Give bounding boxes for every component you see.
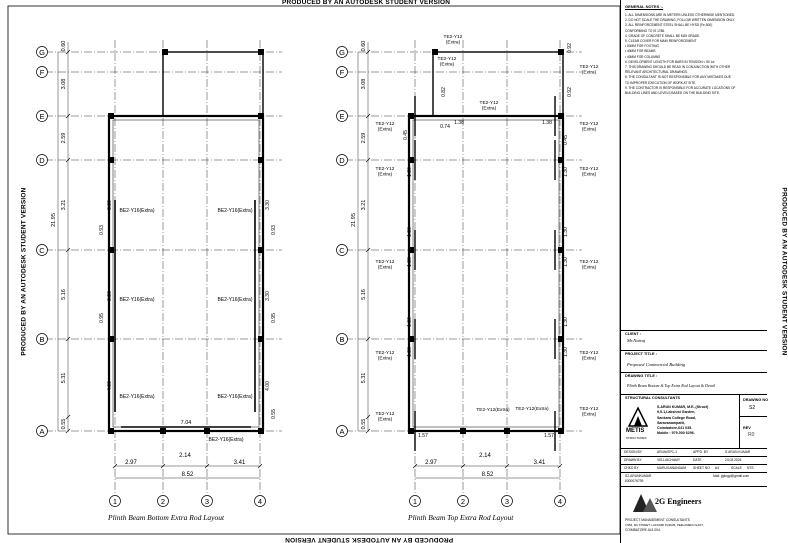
column xyxy=(258,336,264,342)
dim-top: 1.30 xyxy=(407,257,413,267)
rebar-label: TE2-Y12 xyxy=(479,101,499,106)
plan-left-title: Plinth Beam Bottom Extra Rod Layout xyxy=(108,513,225,522)
grid-label-A: A xyxy=(39,426,45,436)
beam-inner xyxy=(413,120,559,427)
note-line: • 40MM FOR BEAMS xyxy=(625,49,656,54)
consultant-line: Coimbatore-641 035. xyxy=(657,426,693,431)
client-label: CLIENT : xyxy=(625,332,642,336)
client-value: Mr.Natraj xyxy=(627,338,646,343)
plan-top-extra-rod xyxy=(337,34,599,507)
engineers-line-2: 7/456, 6th STREET, LAKSHMI PURAM, PEELAMEDU EAST, xyxy=(625,523,704,527)
rebar-label: (Extra) xyxy=(377,417,393,423)
rebar-label: TE2-Y12(Extra) xyxy=(515,407,549,412)
column xyxy=(258,113,264,119)
info-cell: DESIGN BY xyxy=(624,450,642,454)
rebar-label: TE2-Y12 xyxy=(579,351,599,356)
info-cell: VELLAICHAMY xyxy=(657,458,681,462)
dim-bottom: 2.14 xyxy=(179,453,191,459)
column xyxy=(408,113,414,119)
dim-bottom: 3.41 xyxy=(533,460,546,466)
note-line: 2. DO NOT SCALE THE DRAWING, FOLLOW WRITTEN DIMENSION ONLY. xyxy=(625,18,735,23)
column xyxy=(408,157,414,163)
column xyxy=(258,247,264,253)
column xyxy=(558,157,564,163)
dim-col: 4.00 xyxy=(107,381,113,391)
drawing-info-table xyxy=(621,448,767,472)
column xyxy=(408,428,414,434)
rebar-label: (Extra) xyxy=(377,127,393,133)
rev-label: REV xyxy=(743,426,751,430)
dim-top: 1.30 xyxy=(407,167,413,177)
dim-bottom: 2.14 xyxy=(479,453,491,459)
dim-top: 1.30 xyxy=(563,227,569,237)
info-cell: ARUN/SPC-1 xyxy=(657,450,677,454)
grid-label-C: C xyxy=(39,245,45,255)
column xyxy=(204,428,210,434)
general-notes-list xyxy=(625,13,735,96)
info-cell: APPD. BY xyxy=(693,450,709,454)
info-cell: NTS xyxy=(747,466,754,470)
bottom-left-line-2: 8300076739 xyxy=(625,479,644,483)
drawing-title-value: Plinth Beam Bottom & Top Extra Rod Layout & Detail xyxy=(627,383,715,388)
note-line: 7. THIS DRAWING SHOULD BE READ IN CONJUNCTION WITH OTHER xyxy=(625,65,731,70)
column xyxy=(432,49,438,55)
info-cell: DRAWN BY xyxy=(624,458,642,462)
rebar-label: (Extra) xyxy=(439,62,455,68)
general-notes-heading: GENERAL NOTES :- xyxy=(625,4,664,9)
dim-col: 3.30 xyxy=(265,200,271,210)
dim-top: 1.30 xyxy=(563,167,569,177)
grid-label-4: 4 xyxy=(257,496,263,506)
grid-label-4: 4 xyxy=(557,496,563,506)
rebar-label: BE2-Y16(Extra) xyxy=(119,394,155,400)
dim-col: 3.30 xyxy=(107,200,113,210)
column xyxy=(558,49,564,55)
column xyxy=(162,49,168,55)
dim-label: 0.60 xyxy=(361,40,367,52)
dim-top: 0.45 xyxy=(403,130,409,140)
bottom-left-line-1: S2-ARUNKUMAR xyxy=(625,474,652,478)
grid-label-1: 1 xyxy=(412,496,418,506)
dim-top: 0.74 xyxy=(440,124,450,130)
note-line: RELEVANT ARCHITECTURAL DRAWINGS. xyxy=(625,70,689,75)
note-line: 6. DEVELOPMENT LENGTH FOR BARS IN TENSION = 50 Ld. xyxy=(625,59,716,64)
grid-label-F: F xyxy=(39,67,45,77)
dim-label: 0.55 xyxy=(61,418,67,430)
bottom-mail: Mail: gplngp@gmail.com xyxy=(713,474,750,478)
rebar-label: TE2-Y12 xyxy=(375,412,395,417)
dim-col: 3.30 xyxy=(265,291,271,301)
drawing-no-small xyxy=(740,416,767,417)
grid-label-D: D xyxy=(39,155,45,165)
dim-top: 1.38 xyxy=(542,120,552,126)
rebar-label: TE2-Y12 xyxy=(375,260,395,265)
dim-label: 3.21 xyxy=(61,199,67,211)
structural-label: STRUCTURAL CONSULTANTS xyxy=(625,396,681,400)
rebar-label: TE2-Y12 xyxy=(375,167,395,172)
dim-top: 0.82 xyxy=(441,87,447,97)
dim-label: 5.16 xyxy=(361,289,367,300)
beam-outline xyxy=(409,116,563,431)
dim-top: 1.30 xyxy=(563,317,569,327)
column xyxy=(504,428,510,434)
title-block xyxy=(620,0,769,543)
note-line: 4. GRADE OF CONCRETE SHALL BE M25 GRADE. xyxy=(625,33,701,38)
rebar-label: (Extra) xyxy=(377,172,393,178)
grid-label-E: E xyxy=(339,111,345,121)
dim-label: 0.60 xyxy=(61,40,67,52)
dim-total: 21.95 xyxy=(51,213,57,227)
dim-col: 0.93 xyxy=(271,225,277,235)
grid-label-2: 2 xyxy=(460,496,466,506)
dim-bottom: 8.52 xyxy=(181,472,194,478)
grid-label-B: B xyxy=(339,334,345,344)
consultant-line: Saravanampatti, xyxy=(657,420,685,425)
grid-label-3: 3 xyxy=(204,496,210,506)
rebar-label: BE2-Y16(Extra) xyxy=(119,208,155,214)
drawing-no-value: S2 xyxy=(749,405,756,411)
grid-label-A: A xyxy=(339,426,345,436)
rebar-label: (Extra) xyxy=(581,265,597,271)
dim-bottom: 8.52 xyxy=(481,472,494,478)
info-cell: SHEET NO xyxy=(693,466,710,470)
dim-label: 2.59 xyxy=(61,132,67,144)
rebar-label: TE2-Y12 xyxy=(437,57,457,62)
note-line: 9. THE CONTRACTOR IS RESPONSIBLE FOR ACCURATE LOCATIONS OF xyxy=(625,85,736,90)
column xyxy=(108,336,114,342)
dim-label: 2.59 xyxy=(361,132,367,144)
note-line: CONFORMING TO IS 1786. xyxy=(625,28,666,33)
info-cell: A4 xyxy=(715,466,720,470)
dim-top: 1.38 xyxy=(454,120,464,126)
column xyxy=(408,336,414,342)
dim-top: 1.57 xyxy=(418,433,428,439)
beam-outline xyxy=(109,116,263,431)
beam-inner xyxy=(113,120,259,427)
column xyxy=(558,428,564,434)
rebar-label: (Extra) xyxy=(445,40,461,46)
rebar-label: (Extra) xyxy=(581,70,597,76)
dim-label: 5.16 xyxy=(61,289,67,300)
plan-bottom-extra-rod xyxy=(37,40,283,507)
engineers-name: 2G Engineers xyxy=(655,497,702,506)
rebar-label: BE2-Y16(Extra) xyxy=(217,297,253,303)
watermark-left: PRODUCED BY AN AUTODESK STUDENT VERSION xyxy=(20,187,28,356)
column xyxy=(160,428,166,434)
grid-label-1: 1 xyxy=(112,496,118,506)
column xyxy=(408,247,414,253)
info-cell: SCALE xyxy=(731,466,742,470)
grid-label-2: 2 xyxy=(160,496,166,506)
rebar-label: BE2-Y16(Extra) xyxy=(217,394,253,400)
engineers-line-1: PROJECT MANAGEMENT CONSULTANTS xyxy=(625,518,690,522)
dim-bottom: 3.41 xyxy=(233,460,246,466)
rebar-label: TE2-Y12 xyxy=(443,35,463,40)
dim-top: 1.30 xyxy=(407,317,413,327)
drawing-no-label: DRAWING NO xyxy=(743,398,769,402)
grid-label-G: G xyxy=(339,47,345,57)
consultant-line: 9,9-1,Lakshmi Garden, xyxy=(657,410,696,415)
rebar-label: TE2-Y12(Extra) xyxy=(476,408,510,413)
rebar-label: BE2-Y16(Extra) xyxy=(119,297,155,303)
dim-label: 3.08 xyxy=(61,78,67,90)
rebar-label: TE2-Y12 xyxy=(375,351,395,356)
dim-col: 0.55 xyxy=(271,409,277,419)
dim-inner: 7.04 xyxy=(180,420,192,426)
rebar-label: BE2-Y16(Extra) xyxy=(217,208,253,214)
rebar-label: (Extra) xyxy=(377,356,393,362)
rebar-label: (Extra) xyxy=(581,356,597,362)
rebar-label: (Extra) xyxy=(581,127,597,133)
dim-top: 1.30 xyxy=(563,347,569,357)
consultant-line: Mobile : 979-000 6296. xyxy=(657,431,695,436)
grid-label-E: E xyxy=(39,111,45,121)
note-line: BUILDING LINES AND LEVELS BASED ON THE BUILDING SITE. xyxy=(625,91,720,96)
drawing-title-label: DRAWING TITLE : xyxy=(625,374,658,378)
column xyxy=(558,247,564,253)
note-line: 3. ALL REINFORCEMENT STEEL SHALL BE HYSD (Fe-500) xyxy=(625,23,713,28)
grid-label-B: B xyxy=(39,334,45,344)
rev-value: R0 xyxy=(748,432,755,438)
dim-top: 0.92 xyxy=(567,43,573,53)
dim-top: 1.30 xyxy=(563,257,569,267)
rebar-label: BE2-Y16(Extra) xyxy=(208,437,244,443)
project-label: PROJECT TITLE : xyxy=(625,352,657,356)
metis-sub: STRUCTURES xyxy=(626,436,647,440)
grid-label-C: C xyxy=(339,245,345,255)
watermark-top: PRODUCED BY AN AUTODESK STUDENT VERSION xyxy=(282,0,451,6)
rebar-label: TE2-Y12 xyxy=(579,122,599,127)
metis-name: METIS xyxy=(626,428,645,434)
watermark-right: PRODUCED BY AN AUTODESK STUDENT VERSION xyxy=(780,187,788,356)
dim-top: 1.30 xyxy=(407,227,413,237)
dim-col: 0.93 xyxy=(99,225,105,235)
column xyxy=(108,247,114,253)
grid-label-F: F xyxy=(339,67,345,77)
dim-label: 5.31 xyxy=(361,372,367,384)
dim-top: 1.57 xyxy=(544,433,554,439)
column xyxy=(258,428,264,434)
dim-bottom: 2.97 xyxy=(425,460,437,466)
dim-col: 0.95 xyxy=(271,313,277,323)
note-line: 5. CLEAR COVER FOR MAIN REINFORCEMENT xyxy=(625,39,697,44)
rebar-label: TE2-Y12 xyxy=(579,167,599,172)
note-line: 8. THE CONSULTANT IS NOT RESPONSIBLE FOR ANY MISTAKES DUE xyxy=(625,75,731,80)
note-line: • 40MM FOR COLUMNS xyxy=(625,54,661,59)
upper-beam xyxy=(163,52,263,116)
dim-col: 0.95 xyxy=(99,313,105,323)
consultant-address xyxy=(657,405,708,437)
rebar-label: TE2-Y12 xyxy=(579,65,599,70)
rebar-label: (Extra) xyxy=(377,265,393,271)
dim-label: 3.08 xyxy=(361,78,367,90)
note-line: 1. ALL DIMENSIONS ARE IN METERS UNLESS OTHERWISE MENTIONED. xyxy=(625,13,736,17)
column xyxy=(258,157,264,163)
grid-label-D: D xyxy=(339,155,345,165)
info-cell: MURUGANANDAM xyxy=(657,466,686,470)
dim-bottom: 2.97 xyxy=(125,460,137,466)
column xyxy=(460,428,466,434)
column xyxy=(558,336,564,342)
dim-top: 0.45 xyxy=(563,135,569,145)
column xyxy=(258,49,264,55)
rebar-label: (Extra) xyxy=(581,172,597,178)
column xyxy=(558,113,564,119)
grid-label-3: 3 xyxy=(504,496,510,506)
info-cell: S.ARUN KUMAR xyxy=(725,450,751,454)
dim-top: 0.92 xyxy=(567,87,573,97)
watermark-bottom: PRODUCED BY AN AUTODESK STUDENT VERSION xyxy=(285,536,454,543)
rebar-label: TE2-Y12 xyxy=(579,260,599,265)
dim-label: 5.31 xyxy=(61,372,67,384)
rebar-label: (Extra) xyxy=(481,106,497,112)
info-cell: CHKD BY xyxy=(624,466,639,470)
dim-top: 1.30 xyxy=(407,347,413,357)
plan-right-title: Plinth Beam Top Extra Rod Layout xyxy=(408,513,514,522)
note-line: TO IMPROPER EXECUTION OF WORK AT SITE. xyxy=(625,80,697,85)
column xyxy=(108,428,114,434)
dim-label: 3.21 xyxy=(361,199,367,211)
engineers-line-3: COIMBATORE-641 004. xyxy=(625,528,661,532)
note-line: • 50MM FOR FOOTING xyxy=(625,44,659,49)
info-cell: 24.03.2024 xyxy=(725,458,742,462)
dim-label: 0.55 xyxy=(361,418,367,430)
project-value: Proposed Commercial Building xyxy=(627,362,686,367)
consultant-line: S.ARUN KUMAR, M.E.,(Struct) xyxy=(657,405,709,409)
rebar-label: TE2-Y12 xyxy=(579,407,599,412)
rebar-label: (Extra) xyxy=(581,412,597,418)
column xyxy=(108,157,114,163)
dim-total: 21.95 xyxy=(351,213,357,227)
dim-col: 4.00 xyxy=(265,381,271,391)
info-cell: DATE xyxy=(693,458,702,462)
dim-col: 3.30 xyxy=(107,291,113,301)
grid-label-G: G xyxy=(39,47,45,57)
column xyxy=(108,113,114,119)
consultant-line: Sankara College Road, xyxy=(657,415,696,420)
rebar-label: TE2-Y12 xyxy=(375,122,395,127)
